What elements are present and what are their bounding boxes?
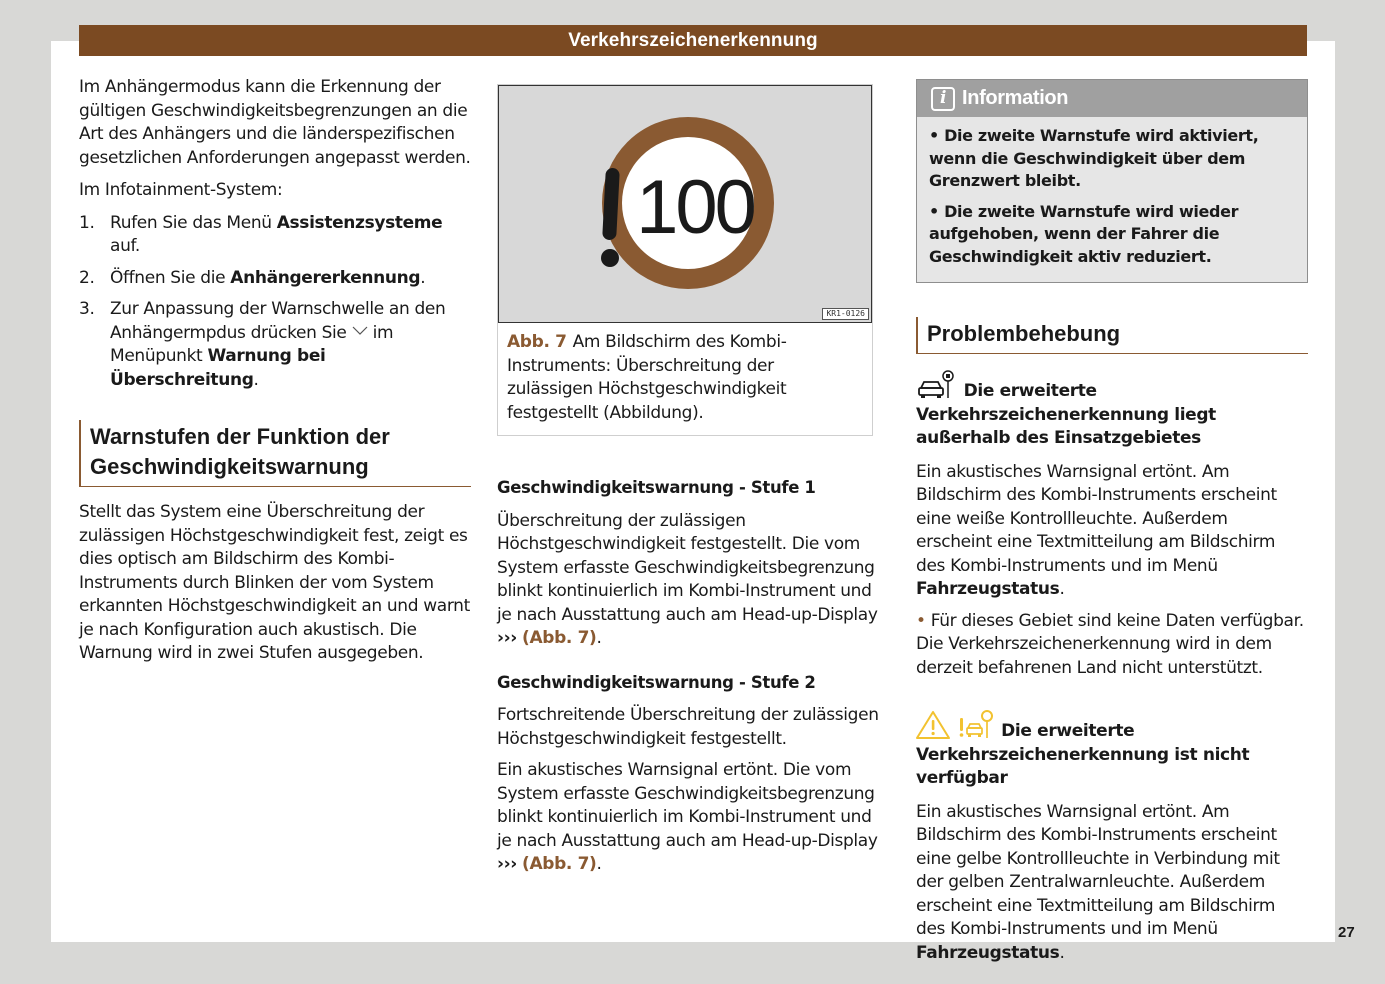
problem1-paragraph: Ein akustisches Warnsignal ertönt. Am Bildschirm des Kombi-Instruments erscheint eine weiße Kontrollleuchte. Außerdem erscheint eine Textmitteilung am Bildschirm des Kombi-Instruments und im Menü Fahrzeugstatus. xyxy=(916,461,1277,599)
figure-link[interactable]: (Abb. 7) xyxy=(522,854,597,874)
step-item: 3. Zur Anpassung der Warnschwelle an den Anhängermpdus drücken Sie im Menüpunkt Warnung bei Überschreitung. xyxy=(79,298,471,392)
menu-name: Assistenzsysteme xyxy=(276,212,443,233)
svg-text:100: 100 xyxy=(636,165,754,250)
information-title: Information xyxy=(962,87,1069,109)
section-heading-problembehebung: Problembehebung xyxy=(916,317,1308,354)
information-header xyxy=(917,80,1307,117)
step-number: 2. xyxy=(79,267,95,288)
stage2-paragraph-2: Ein akustisches Warnsignal ertönt. Die vom System erfasste Geschwindigkeitsbegrenzung blinkt kontinuierlich im Kombi-Instrument und je nach Ausstattung auch am Head-up-Display ››› (Abb. 7). xyxy=(497,760,878,874)
step-text: Rufen Sie das Menü xyxy=(110,212,277,233)
section-heading-warnstufen: Warnstufen der Funktion der Geschwindigkeitswarnung xyxy=(79,420,471,487)
menu-name: Fahrzeugstatus xyxy=(916,579,1060,599)
xref-arrows-icon: ››› xyxy=(497,628,517,648)
car-sign-warning-icon xyxy=(958,710,996,740)
problem2-paragraph: Ein akustisches Warnsignal ertönt. Am Bildschirm des Kombi-Instruments erscheint eine gelbe Kontrollleuchte in Verbindung mit der gelben Zentralwarnleuchte. Außerdem erscheint eine Textmitteilung am Bildschirm des Kombi-Instruments und im Menü Fahrzeugstatus. xyxy=(916,801,1280,963)
menu-name: Anhängererkennung xyxy=(230,267,421,288)
step-text: Öffnen Sie die xyxy=(110,267,231,288)
car-sign-icon xyxy=(916,370,958,400)
column-left xyxy=(79,76,471,674)
menu-name: Fahrzeugstatus xyxy=(916,942,1060,963)
problem1-bullet: • Für dieses Gebiet sind keine Daten verfügbar. Die Verkehrszeichenerkennung wird in dem derzeit befahrenen Land nicht unterstützt. xyxy=(916,610,1304,678)
figure-label: Abb. 7 xyxy=(507,332,567,352)
step-text: Zur Anpassung der Warnschwelle an den Anhängermpdus drücken Sie xyxy=(110,299,446,343)
section-paragraph: Stellt das System eine Überschreitung der zulässigen Höchstgeschwindigkeit fest, zeigt es dies optisch am Bildschirm des Kombi-Instruments durch Blinken der vom System erkannten Höchstgeschwindigkeit an und warnt je nach Konfiguration auch akustisch. Die Warnung wird in zwei Stufen ausgegeben. xyxy=(79,502,470,663)
information-box xyxy=(916,79,1308,283)
stage1-heading: Geschwindigkeitswarnung - Stufe 1 xyxy=(497,478,816,497)
stage2-heading: Geschwindigkeitswarnung - Stufe 2 xyxy=(497,672,816,692)
figure-abb-7 xyxy=(497,84,873,436)
intro-paragraph: Im Anhängermodus kann die Erkennung der gültigen Geschwindigkeitsbegrenzungen an die Art des Anhängers und die länderspezifischen gesetzlichen Anforderungen angepasst werden. xyxy=(79,77,471,168)
chapter-header: Verkehrszeichenerkennung xyxy=(79,25,1307,56)
figure-caption xyxy=(498,323,872,435)
page-number: 27 xyxy=(1338,924,1355,941)
info-item: • Die zweite Warnstufe wird aktiviert, wenn die Geschwindigkeit über dem Grenzwert bleibt. xyxy=(929,126,1259,190)
stage2-paragraph-1: Fortschreitende Überschreitung der zulässigen Höchstgeschwindigkeit festgestellt. xyxy=(497,705,879,749)
problem1-title: Die erweiterte Verkehrszeichenerkennung liegt außerhalb des Einsatzgebietes xyxy=(916,370,1308,451)
figure-caption-text: Am Bildschirm des Kombi-Instruments: Überschreitung der zulässigen Höchstgeschwindigkeit festgestellt (Abbildung). xyxy=(507,332,787,423)
information-body xyxy=(917,117,1307,282)
column-middle xyxy=(497,84,889,885)
figure-link[interactable]: (Abb. 7) xyxy=(522,628,597,648)
problem2-title: Die erweiterte Verkehrszeichenerkennung ist nicht verfügbar xyxy=(916,710,1308,791)
info-icon: i xyxy=(931,87,955,111)
menu-name: Warnung bei Überschreitung xyxy=(110,346,326,390)
bullet-icon: • xyxy=(916,610,926,631)
step-number: 3. xyxy=(79,299,95,319)
stage1-paragraph: Überschreitung der zulässigen Höchstgeschwindigkeit festgestellt. Die vom System erfasste Geschwindigkeitsbegrenzung blinkt kontinuierlich im Kombi-Instrument und je nach Ausstattung auch am Head-up-Display ››› (Abb. 7). xyxy=(497,510,878,648)
column-right xyxy=(916,79,1308,973)
step-item: 1. Rufen Sie das Menü Assistenzsysteme auf. xyxy=(79,212,471,259)
figure-image xyxy=(498,85,872,323)
warning-triangle-icon xyxy=(916,710,952,740)
step-number: 1. xyxy=(79,212,95,233)
steps-list xyxy=(79,212,471,393)
step-item: 2. Öffnen Sie die Anhängererkennung. xyxy=(79,267,471,291)
figure-id: KR1-0126 xyxy=(822,308,869,320)
info-item: • Die zweite Warnstufe wird wieder aufgehoben, wenn der Fahrer die Geschwindigkeit aktiv reduziert. xyxy=(929,201,1239,266)
infotainment-label: Im Infotainment-System: xyxy=(79,180,283,200)
xref-arrows-icon: ››› xyxy=(497,854,517,874)
speed-limit-sign-icon xyxy=(499,86,872,321)
chevron-down-icon xyxy=(352,326,368,336)
